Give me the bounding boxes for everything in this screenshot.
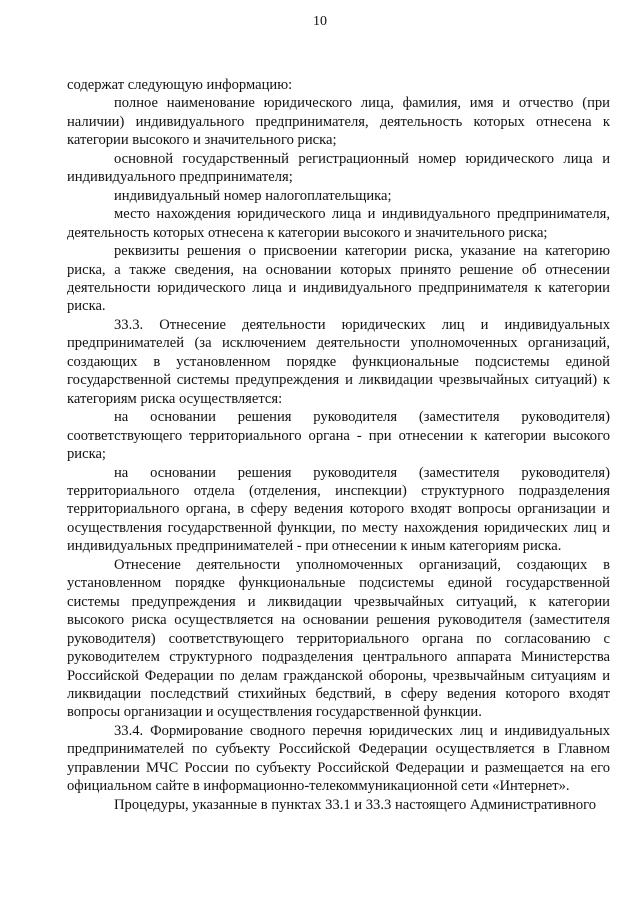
paragraph-section-33-3: 33.3. Отнесение деятельности юридических лиц и индивидуальных предпринимателей (за исключением деятельности уполномоченных организаций, создающих в установленном порядке функциональные подсистемы единой государственной системы предупреждения и ликвидации чрезвычайных ситуаций) к категориям риска осуществляется: xyxy=(67,316,610,407)
paragraph-ogrn: основной государственный регистрационный номер юридического лица и индивидуального предпринимателя; xyxy=(67,150,610,186)
paragraph-inn: индивидуальный номер налогоплательщика; xyxy=(114,187,392,204)
paragraph-other-risk-basis: на основании решения руководителя (заместителя руководителя) территориального отдела (отделения, инспекции) структурного подразделения территориального органа, в сферу ведения которого входят вопросы организации и осуществления государственной функции, по месту нахождения юридических лиц и индивидуальных предпринимателей - при отнесении к иным категориям риска. xyxy=(67,464,610,555)
paragraph-high-risk-basis: на основании решения руководителя (заместителя руководителя) соответствующего территориального органа - при отнесении к категории высокого риска; xyxy=(67,409,610,463)
page-number: 10 xyxy=(313,14,327,29)
paragraph-authorized-organizations: Отнесение деятельности уполномоченных организаций, создающих в установленном порядке функциональные подсистемы единой государственной системы предупреждения и ликвидации чрезвычайных ситуаций, к категории высокого риска осуществляется на основании решения руководителя (заместителя руководителя) соответствующего территориального органа по согласованию с руководителем структурного подразделения центрального аппарата Министерства Российской Федерации по делам гражданской обороны, чрезвычайным ситуациям и ликвидации последствий стихийных бедствий, в сферу ведения которого входят вопросы организации и осуществления государственной функции. xyxy=(67,556,610,721)
paragraph-intro: содержат следующую информацию: xyxy=(67,77,293,93)
paragraph-decision-details: реквизиты решения о присвоении категории риска, указание на категорию риска, а также сведения, на основании которых принято решение об отнесении деятельности юридического лица и индивидуального предпринимателя к категории риска. xyxy=(67,243,610,315)
document-body xyxy=(67,76,610,814)
paragraph-section-33-4: 33.4. Формирование сводного перечня юридических лиц и индивидуальных предпринимателей по субъекту Российской Федерации осуществляется в Главном управлении МЧС России по субъекту Российской Федерации и размещается на его официальном сайте в информационно-телекоммуникационной сети «Интернет». xyxy=(67,722,610,795)
paragraph-procedures: Процедуры, указанные в пунктах 33.1 и 33.3 настоящего Административного xyxy=(114,796,597,813)
paragraph-location: место нахождения юридического лица и индивидуального предпринимателя, деятельность которых отнесена к категории высокого и значительного риска; xyxy=(67,206,610,241)
paragraph-full-name: полное наименование юридического лица, фамилия, имя и отчество (при наличии) индивидуального предпринимателя, деятельность которых отнесена к категории высокого и значительного риска; xyxy=(67,95,610,149)
